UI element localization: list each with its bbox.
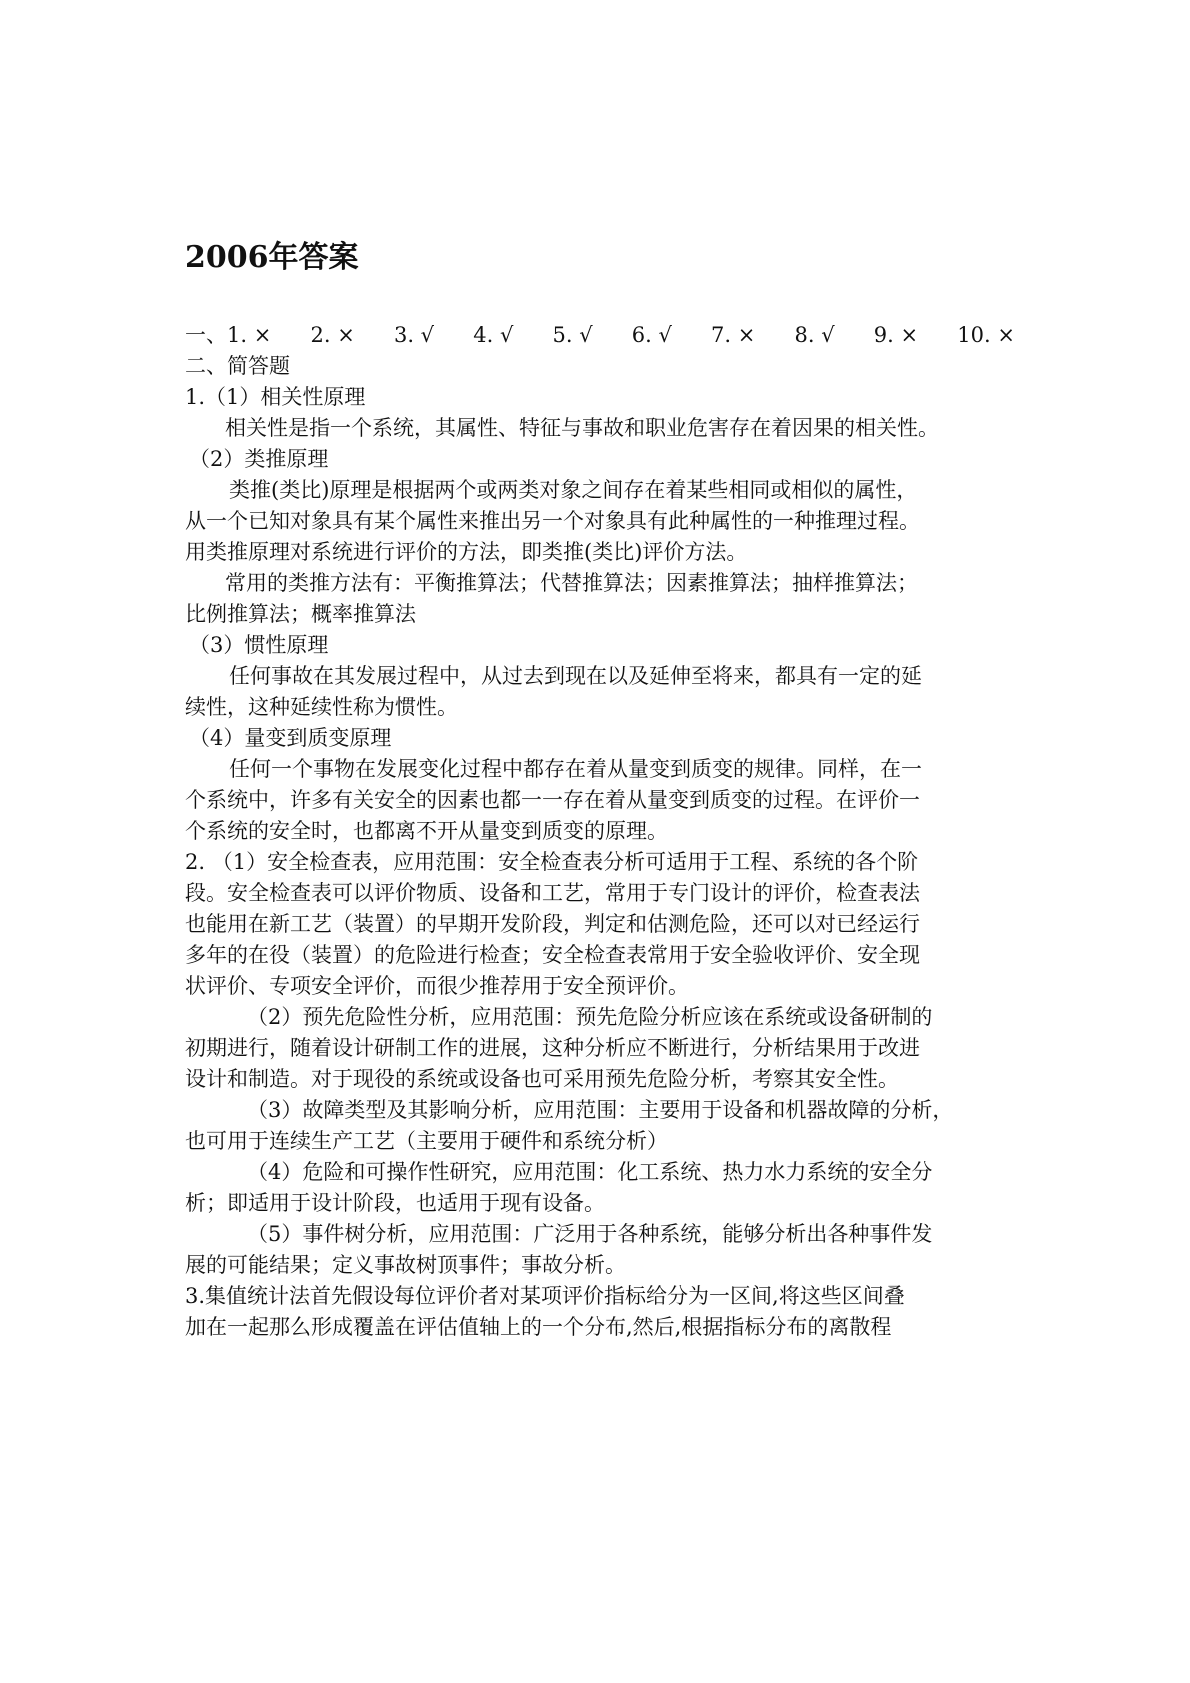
- text-line: 展的可能结果；定义事故树顶事件；事故分析。: [185, 1253, 626, 1277]
- tf-item: 2. ×: [310, 323, 355, 347]
- tf-item: 一、1. ×: [185, 323, 272, 347]
- tf-item: 8. √: [794, 323, 835, 347]
- text-line: 相关性是指一个系统，其属性、特征与事故和职业危害存在着因果的相关性。: [225, 416, 939, 440]
- tf-item: 5. √: [552, 323, 593, 347]
- text-line: 段。安全检查表可以评价物质、设备和工艺，常用于专门设计的评价，检查表法: [185, 881, 920, 905]
- text-line: 任何事故在其发展过程中，从过去到现在以及延伸至将来，都具有一定的延: [229, 664, 922, 688]
- true-false-answers: [185, 320, 1015, 351]
- text-line: （3）故障类型及其影响分析，应用范围：主要用于设备和机器故障的分析，: [247, 1098, 954, 1122]
- text-line: （4）危险和可操作性研究，应用范围：化工系统、热力水力系统的安全分: [247, 1160, 933, 1184]
- text-line: 也能用在新工艺（装置）的早期开发阶段，判定和估测危险，还可以对已经运行: [185, 912, 920, 936]
- text-line: 初期进行，随着设计研制工作的进展，这种分析应不断进行，分析结果用于改进: [185, 1036, 920, 1060]
- text-line: 也可用于连续生产工艺（主要用于硬件和系统分析）: [185, 1129, 668, 1153]
- text-line: 状评价、专项安全评价，而很少推荐用于安全预评价。: [185, 974, 689, 998]
- tf-prefix: 一、: [185, 323, 227, 347]
- text-line: 续性，这种延续性称为惯性。: [185, 695, 458, 719]
- text-line: 比例推算法；概率推算法: [185, 602, 416, 626]
- text-line: 用类推原理对系统进行评价的方法，即类推(类比)评价方法。: [185, 540, 748, 564]
- text-line: 析；即适用于设计阶段，也适用于现有设备。: [185, 1191, 605, 1215]
- text-line: 3.集值统计法首先假设每位评价者对某项评价指标给分为一区间,将这些区间叠: [185, 1284, 905, 1308]
- text-line: 从一个已知对象具有某个属性来推出另一个对象具有此种属性的一种推理过程。: [185, 509, 920, 533]
- text-lines: [185, 351, 1015, 1343]
- text-line: （2）预先危险性分析，应用范围：预先危险分析应该在系统或设备研制的: [247, 1005, 933, 1029]
- text-line: 任何一个事物在发展变化过程中都存在着从量变到质变的规律。同样，在一: [229, 757, 922, 781]
- text-line: （3）惯性原理: [189, 633, 329, 657]
- text-line: （5）事件树分析，应用范围：广泛用于各种系统，能够分析出各种事件发: [247, 1222, 933, 1246]
- tf-item: 9. ×: [873, 323, 919, 347]
- answer-body: [185, 320, 1015, 1343]
- text-line: 2. （1）安全检查表，应用范围：安全检查表分析可适用于工程、系统的各个阶: [185, 850, 919, 874]
- text-line: （2）类推原理: [189, 447, 329, 471]
- text-line: 多年的在役（装置）的危险进行检查；安全检查表常用于安全验收评价、安全现: [185, 943, 920, 967]
- tf-item: 10. ×: [957, 323, 1015, 347]
- text-line: 1.（1）相关性原理: [185, 385, 366, 409]
- text-line: 设计和制造。对于现役的系统或设备也可采用预先危险分析，考察其安全性。: [185, 1067, 899, 1091]
- tf-item: 3. √: [393, 323, 435, 347]
- tf-item: 4. √: [473, 323, 514, 347]
- text-line: 个系统的安全时，也都离不开从量变到质变的原理。: [185, 819, 668, 843]
- page-title: 2006年答案: [185, 240, 359, 275]
- tf-item: 6. √: [631, 323, 672, 347]
- text-line: 常用的类推方法有：平衡推算法；代替推算法；因素推算法；抽样推算法；: [225, 571, 918, 595]
- text-line: 加在一起那么形成覆盖在评估值轴上的一个分布,然后,根据指标分布的离散程: [185, 1315, 892, 1339]
- text-line: 二、简答题: [185, 354, 290, 378]
- tf-item: 7. ×: [711, 323, 756, 347]
- text-line: 个系统中，许多有关安全的因素也都一一存在着从量变到质变的过程。在评价一: [185, 788, 920, 812]
- text-line: （4）量变到质变原理: [189, 726, 392, 750]
- text-line: 类推(类比)原理是根据两个或两类对象之间存在着某些相同或相似的属性，: [229, 478, 918, 502]
